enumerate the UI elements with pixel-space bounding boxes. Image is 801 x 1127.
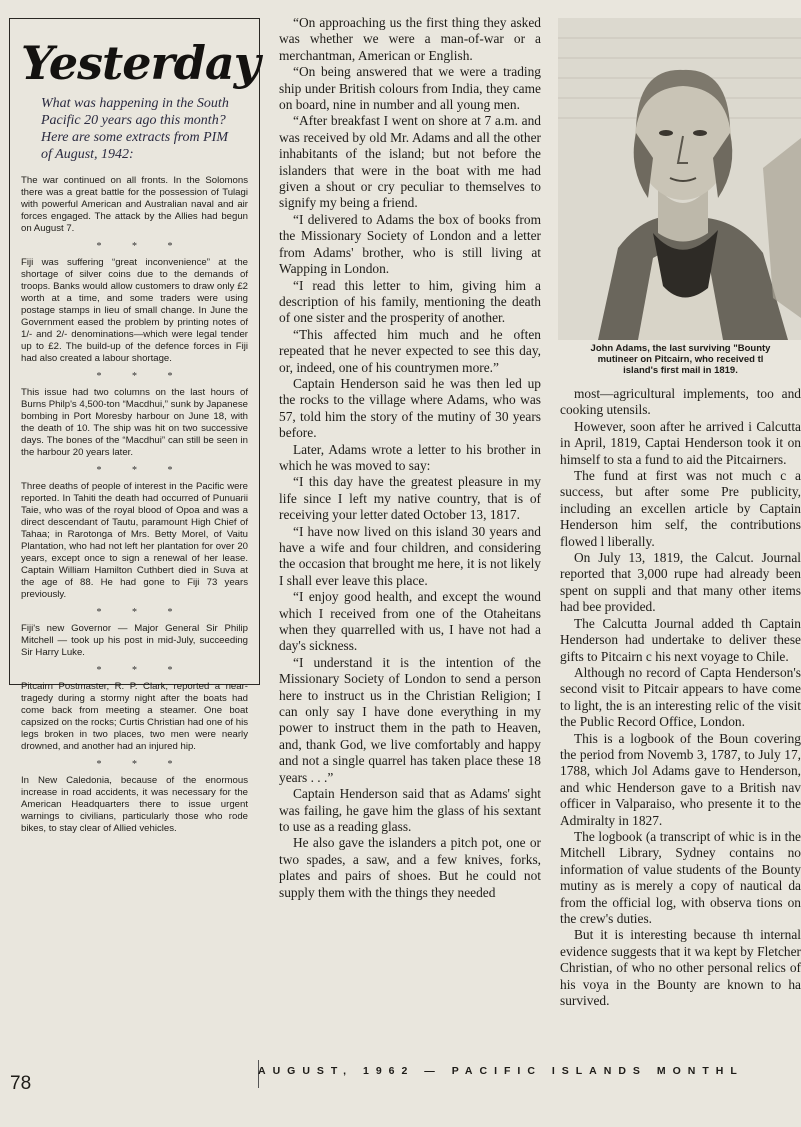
item-separator: * * * bbox=[96, 465, 187, 476]
article-paragraph: Captain Henderson said that as Adams' sight was failing, he gave him the glass of his sextant to use as a reading glass. bbox=[279, 786, 541, 834]
sidebar-item: Pitcairn Postmaster, R. P. Clark, reported a near-tragedy during a stormy night after the boats had come back from meeting a steamer. One boat capsized on the rocks; Curtis Christian had one of his legs broken in two places, two men were nearly drowned, and another had an injured hip. bbox=[21, 681, 248, 752]
article-paragraph: “I understand it is the intention of the Missionary Society of London to send a person here to instruct us in the Christian Religion; I can only say I have done everything in my power to instruct them in the path to Heaven, and, thank God, we live comfortably and happy and not a single quarrel has taken place these 18 years . . .” bbox=[279, 654, 541, 785]
article-column-3 bbox=[560, 386, 801, 1009]
item-separator: * * * bbox=[96, 607, 187, 618]
sidebar-item: Fiji was suffering “great inconvenience” at the shortage of silver coins due to the demands of troops. Banks would allow customers to draw only £2 worth at a time, and some traders were using postage stamps in lieu of small change. In June the Government eased the problem by printing notes of 1/- and 2/- denominations—which were legal tender up to £2. The build-up of the defence forces in Fiji had also created a labour shortage. bbox=[21, 257, 248, 364]
caption-line: mutineer on Pitcairn, who received tl bbox=[597, 354, 764, 365]
item-separator: * * * bbox=[96, 241, 187, 252]
article-paragraph: The Calcutta Journal added th Captain Henderson had undertake to deliver these gifts to Pitcairn c his next voyage to Chile. bbox=[560, 615, 801, 664]
sidebar-title: Yesterday bbox=[21, 36, 260, 90]
item-separator: * * * bbox=[96, 371, 187, 382]
sidebar-items bbox=[21, 175, 248, 835]
portrait-engraving-icon bbox=[558, 18, 801, 340]
john-adams-portrait bbox=[558, 18, 801, 340]
article-paragraph: He also gave the islanders a pitch pot, one or two spades, a saw, and a few knives, forks, plates and pairs of shoes. But he could not supply them with the things they needed bbox=[279, 835, 541, 900]
item-separator: * * * bbox=[96, 759, 187, 770]
article-paragraph: The logbook (a transcript of whic is in the Mitchell Library, Sydney contains no information of value students of the Bounty mutiny as is merely a copy of nautical da from the official log, with observa tions on the crew's duties. bbox=[560, 828, 801, 926]
sidebar-item: The war continued on all fronts. In the Solomons there was a great battle for the possession of Tulagi with powerful American and Australian naval and air forces engaged. The attack by the Allies had begun on August 7. bbox=[21, 175, 248, 234]
article-paragraph: However, soon after he arrived i Calcutta in April, 1819, Captai Henderson took it on himself to sta a fund to aid the Pitcairners. bbox=[560, 418, 801, 467]
page-number: 78 bbox=[10, 1073, 32, 1094]
sidebar-intro: What was happening in the South Pacific 20 years ago this month? Here are some extracts from PIM of August, 1942: bbox=[41, 96, 229, 162]
article-paragraph: “I this day have the greatest pleasure in my life since I left my native country, that is of receiving your letter dated October 13, 1817. bbox=[279, 474, 541, 523]
article-paragraph: “On approaching us the first thing they asked was whether we were a man-of-war or a merchantman, American or English. bbox=[279, 15, 541, 63]
article-paragraph: But it is interesting because th internal evidence suggests that it wa kept by Fletcher Christian, of who no other personal relics of his voya in the Bounty are known to ha survived. bbox=[560, 927, 801, 1009]
article-paragraph: This is a logbook of the Boun covering the period from Novemb 3, 1787, to July 17, 1788, which Jol Adams gave to Henderson, and whic Henderson gave to a British nav officer in Valparaiso, who presente it to the Admiralty in 1827. bbox=[560, 730, 801, 828]
article-paragraph: Although no record of Capta Henderson's second visit to Pitcair appears to have come to light, the is an interesting relic of the visit the Public Record Office, London. bbox=[560, 664, 801, 730]
article-paragraph: “This affected him much and he often repeated that he never expected to see this day, or, indeed, one of his countrymen more.” bbox=[279, 326, 541, 375]
article-paragraph: “After breakfast I went on shore at 7 a.m. and was received by old Mr. Adams and all the other inhabitants of the island; but not before the islanders that were in the boat with me had given a shout or cry peculiar to themselves to signify my being a friend. bbox=[279, 113, 541, 211]
caption-line: island's first mail in 1819. bbox=[623, 365, 738, 376]
article-paragraph: “I have now lived on this island 30 years and have a wife and four children, and considering the occasion that brought me here, it is not likely I shall ever leave this place. bbox=[279, 523, 541, 588]
caption-line: John Adams, the last surviving "Bounty bbox=[590, 343, 771, 354]
article-column-2 bbox=[279, 15, 541, 901]
article-paragraph: Captain Henderson said he was then led up the rocks to the village where Adams, who was 57, told him the story of the mutiny of 30 years before. bbox=[279, 375, 541, 441]
article-paragraph: Later, Adams wrote a letter to his brother in which he was moved to say: bbox=[279, 441, 541, 473]
article-paragraph: “On being answered that we were a trading ship under British colours from India, they came on board, nine in number and all young men. bbox=[279, 64, 541, 113]
sidebar-item: Three deaths of people of interest in the Pacific were reported. In Tahiti the death had occurred of Punuarii Taie, who was of the royal blood of Opoa and was a direct descendant of Tautu, paramount High Chief of Tahaa; in Rarotonga of Mrs. Betty Morel, of Vaitu Plantation, who had not left her plantation for over 20 years, except once to sign a renewal of her lease. Captain William Hamilton Cuthbert died in Suva at the age of 88. He had gone to Fiji 73 years previously. bbox=[21, 481, 248, 600]
item-separator: * * * bbox=[96, 665, 187, 676]
sidebar-item: Fiji's new Governor — Major General Sir Philip Mitchell — took up his post in mid-July, succeeding Sir Harry Luke. bbox=[21, 623, 248, 658]
sidebar-item: In New Caledonia, because of the enormous increase in road accidents, it was necessary for the American Headquarters there to issue urgent warnings to civilians, particularly those who rode bikes, to stay clear of Allied vehicles. bbox=[21, 775, 248, 834]
article-paragraph: “I enjoy good health, and except the wound which I received from one of the Otaheitans when they quarrelled with us, I have not had a day's sickness. bbox=[279, 589, 541, 654]
sidebar-item: This issue had two columns on the last hours of Burns Philp's 4,500-ton “Macdhui,” sunk by Japanese bombing in Port Moresby harbour on June 18, with the death of 10. The ship was hit on two successive days. The bones of the “Macdhui” can still be seen in the harbour 20 years later. bbox=[21, 387, 248, 458]
running-footer: AUGUST, 1962 — PACIFIC ISLANDS MONTHL bbox=[258, 1065, 744, 1077]
article-paragraph: “I delivered to Adams the box of books from the Missionary Society of London and a letter from Adams' brother, who is still living at Wapping in London. bbox=[279, 211, 541, 277]
article-paragraph: The fund at first was not much c a success, but after some Pre publicity, including an excellen article by Captain Henderson him self, the contributions flowed l liberally. bbox=[560, 468, 801, 549]
article-paragraph: most—agricultural implements, too and cooking utensils. bbox=[560, 386, 801, 418]
photo-caption bbox=[560, 343, 801, 376]
article-paragraph: “I read this letter to him, giving him a description of his family, mentioning the death of one sister and the prosperity of another. bbox=[279, 277, 541, 326]
yesterday-sidebar bbox=[9, 18, 260, 834]
article-paragraph: On July 13, 1819, the Calcut. Journal reported that 3,000 rupe had already been spent on suppli and that many other items had bee provided. bbox=[560, 550, 801, 615]
